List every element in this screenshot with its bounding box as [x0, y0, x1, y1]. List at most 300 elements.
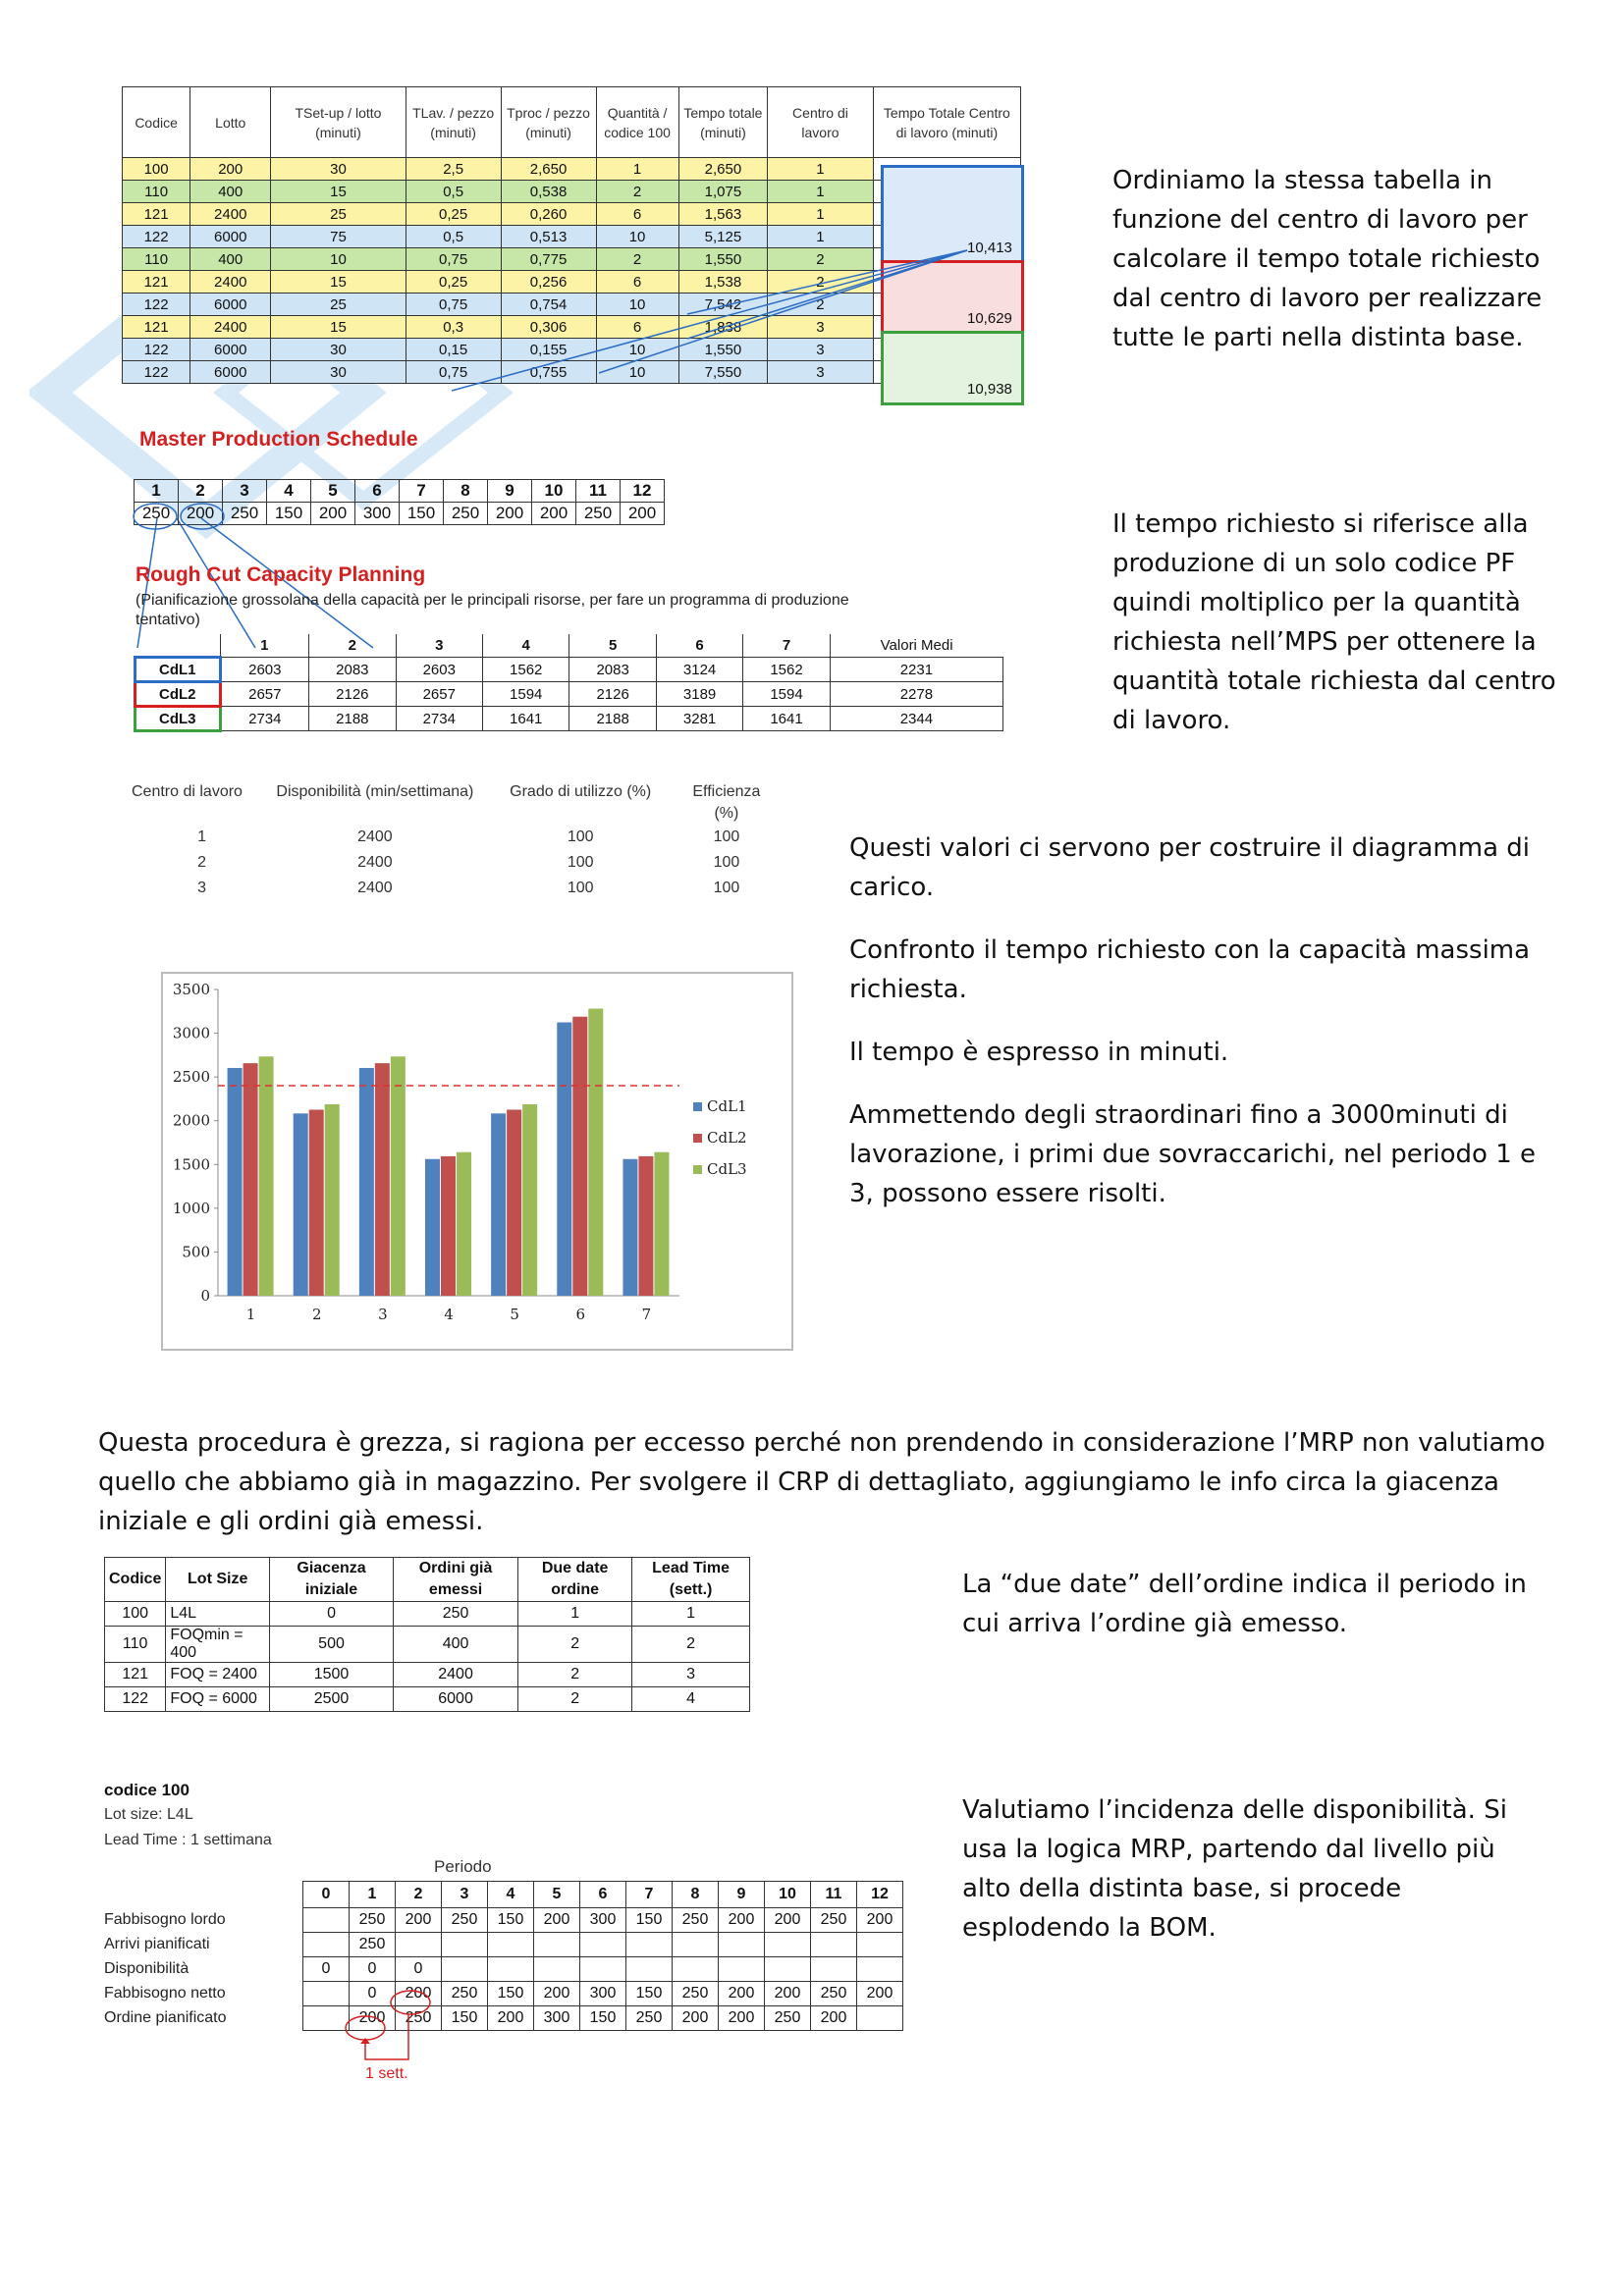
paragraph-3: [849, 828, 1556, 1213]
table-cell: 2: [596, 248, 678, 271]
inv-row: [105, 1627, 750, 1663]
inv-row: [105, 1663, 750, 1687]
inv-cell: 2: [518, 1687, 632, 1712]
table-cell: 1,538: [678, 271, 768, 294]
mrp-periodo: Periodo: [434, 1857, 492, 1876]
mrp-cell: [580, 1933, 626, 1957]
mrp-cell: 300: [580, 1982, 626, 2006]
x-tick-label: 1: [245, 1306, 256, 1323]
table-cell: 122: [123, 339, 190, 361]
table-cell: 400: [190, 248, 271, 271]
table-cell: 10: [596, 294, 678, 316]
mrp-table: [104, 1881, 903, 2031]
mps-period: 7: [400, 480, 444, 503]
mrp-row: [104, 1957, 903, 1982]
inv-cell: 122: [105, 1687, 166, 1712]
table-cell: 2,650: [678, 158, 768, 181]
rccp-table: [134, 634, 1003, 732]
table-cell: 2: [768, 271, 874, 294]
inv-cell: 3: [632, 1663, 750, 1687]
table-cell: 5,125: [678, 226, 768, 248]
table-cell: 2400: [190, 316, 271, 339]
rccp-subtitle: (Pianificazione grossolana della capacità per le principali risorse, per fare un programma di produzione tentativo): [135, 592, 849, 628]
rccp-header: 4: [483, 634, 569, 658]
x-tick-label: 5: [510, 1306, 519, 1323]
mrp-cell: 250: [442, 1982, 488, 2006]
cdl2-total: 10,629: [967, 310, 1012, 327]
mps-period: 10: [532, 480, 576, 503]
paragraph-5: La “due date” dell’ordine indica il periodo in cui arriva l’ordine già emesso.: [962, 1570, 1527, 1638]
col-header: Codice: [123, 87, 190, 158]
rccp-cell: 2126: [309, 682, 396, 707]
mrp-cell: 200: [811, 2006, 857, 2031]
table-cell: 10: [596, 361, 678, 384]
table-cell: 2,650: [501, 158, 596, 181]
mrp-cell: 250: [811, 1982, 857, 2006]
cap-cell: 100: [713, 854, 740, 871]
bar-cdl2-6: [572, 1017, 587, 1296]
mrp-row-label: Fabbisogno lordo: [104, 1911, 226, 1928]
table-cell: 1,075: [678, 181, 768, 203]
mrp-cell: [857, 1933, 903, 1957]
table-cell: 15: [271, 271, 406, 294]
rccp-cell: 2734: [396, 707, 482, 731]
rccp-cell: 1562: [743, 658, 830, 682]
table-cell: 2: [596, 181, 678, 203]
rccp-cell: 2188: [569, 707, 656, 731]
mrp-cell: [626, 1933, 673, 1957]
mrp-code-title: codice 100: [104, 1781, 189, 1799]
y-tick-label: 2500: [172, 1068, 210, 1087]
paragraph-2: Il tempo richiesto si riferisce alla produzione di un solo codice PF quindi moltiplico per la quantità richiesta nell’MPS per ottenere la quantità totale richiesta dal centro di lavoro.: [1112, 509, 1556, 735]
mps-value: 200: [621, 503, 665, 525]
table-cell: 7,550: [678, 361, 768, 384]
paragraph-4: Questa procedura è grezza, si ragiona per eccesso perché non prendendo in considerazione l’MRP non valutiamo quello che abbiamo già in magazzino. Per svolgere il CRP di dettagliato, aggiungiamo le info circa la giacenza iniziale e gli ordini già emessi.: [98, 1428, 1545, 1536]
y-tick-label: 500: [182, 1243, 210, 1261]
table-cell: 25: [271, 294, 406, 316]
p3-line2: Confronto il tempo richiesto con la capacità massima richiesta.: [849, 935, 1531, 1004]
mrp-cell: 200: [673, 2006, 719, 2031]
table-cell: 1: [768, 226, 874, 248]
inv-cell: 4: [632, 1687, 750, 1712]
col-header: Lotto: [190, 87, 271, 158]
cdl3-total: 10,938: [967, 381, 1012, 398]
inv-cell: 2500: [270, 1687, 394, 1712]
mrp-cell: 250: [396, 2006, 442, 2031]
table-cell: 2400: [190, 203, 271, 226]
inv-cell: 400: [393, 1627, 517, 1663]
mrp-annotation-arrow: [334, 1973, 452, 2071]
inv-row: [105, 1602, 750, 1627]
col-header: Quantità / codice 100: [596, 87, 678, 158]
rccp-header: Valori Medi: [880, 637, 953, 654]
mrp-row-label: Arrivi pianificati: [104, 1936, 210, 1952]
bar-cdl3-1: [259, 1056, 274, 1296]
cap-cell: 3: [197, 880, 207, 896]
rccp-cell: 2344: [830, 707, 1002, 731]
bar-cdl3-2: [325, 1104, 340, 1296]
legend-swatch-cdl1: [693, 1102, 702, 1111]
inv-header: Lead Time (sett.): [632, 1558, 750, 1602]
mrp-period: 5: [534, 1882, 580, 1908]
legend-label: CdL3: [707, 1160, 747, 1178]
inv-cell: FOQ = 2400: [166, 1663, 270, 1687]
rccp-row: [135, 658, 1003, 682]
legend-swatch-cdl2: [693, 1134, 702, 1143]
rccp-cell: 2278: [830, 682, 1002, 707]
inv-cell: 2: [518, 1663, 632, 1687]
bar-cdl3-7: [654, 1152, 669, 1296]
bar-cdl3-6: [588, 1009, 603, 1296]
mrp-cell: 250: [350, 1908, 396, 1933]
inv-cell: 121: [105, 1663, 166, 1687]
mps-value: 200: [311, 503, 355, 525]
inventory-table: [104, 1557, 750, 1712]
mps-period: 1: [135, 480, 179, 503]
table-cell: 1,838: [678, 316, 768, 339]
table-cell: 0,15: [406, 339, 501, 361]
table-cell: 2400: [190, 271, 271, 294]
inv-cell: 2: [632, 1627, 750, 1663]
mrp-row-label: Disponibilità: [104, 1960, 189, 1977]
mrp-cell: [580, 1957, 626, 1982]
inv-cell: FOQmin = 400: [166, 1627, 270, 1663]
mps-period: 12: [621, 480, 665, 503]
mrp-annotation: 1 sett.: [365, 2065, 408, 2082]
mrp-cell: [765, 1933, 811, 1957]
table-cell: 121: [123, 271, 190, 294]
table-cell: 100: [123, 158, 190, 181]
bar-cdl2-1: [244, 1063, 258, 1296]
mrp-cell: [811, 1933, 857, 1957]
mrp-cell: [765, 1957, 811, 1982]
cap-cell: 100: [713, 828, 740, 845]
mps-period: 6: [355, 480, 400, 503]
rccp-header: 3: [396, 634, 482, 658]
cap-cell: 100: [567, 880, 594, 896]
table-cell: 30: [271, 339, 406, 361]
inv-cell: 1: [632, 1602, 750, 1627]
rccp-cell: 2603: [396, 658, 482, 682]
x-tick-label: 2: [311, 1306, 322, 1323]
mrp-cell: [534, 1957, 580, 1982]
table-cell: 200: [190, 158, 271, 181]
mrp-cell: 250: [765, 2006, 811, 2031]
table-cell: 1,563: [678, 203, 768, 226]
mrp-row: [104, 1982, 903, 2006]
rccp-header: 1: [220, 634, 309, 658]
mrp-row: [104, 1908, 903, 1933]
col-header: TLav. / pezzo (minuti): [406, 87, 501, 158]
y-tick-label: 0: [200, 1287, 210, 1305]
rccp-cell: 3281: [656, 707, 742, 731]
inv-header: Giacenza iniziale: [270, 1558, 394, 1602]
mrp-cell: [534, 1933, 580, 1957]
mrp-row-label: Ordine pianificato: [104, 2009, 227, 2026]
mrp-period: 8: [673, 1882, 719, 1908]
mrp-cell: [673, 1933, 719, 1957]
rccp-cell: 1594: [743, 682, 830, 707]
mrp-cell: 150: [626, 1982, 673, 2006]
rccp-row: [135, 707, 1003, 731]
rccp-cell: 2231: [830, 658, 1002, 682]
mrp-cell: 200: [857, 1982, 903, 2006]
inv-cell: L4L: [166, 1602, 270, 1627]
table-cell: 15: [271, 316, 406, 339]
mrp-period: 11: [811, 1882, 857, 1908]
table-cell: 0,75: [406, 294, 501, 316]
mrp-cell: [719, 1957, 765, 1982]
mrp-cell: 0: [396, 1957, 442, 1982]
mrp-cell: [303, 1933, 350, 1957]
table-cell: 0,755: [501, 361, 596, 384]
table-cell: 0,256: [501, 271, 596, 294]
mrp-cell: [811, 1957, 857, 1982]
cap-header: Efficienza (%): [692, 783, 761, 822]
table-cell: 6000: [190, 294, 271, 316]
mrp-lead-time: Lead Time : 1 settimana: [104, 1832, 272, 1848]
rccp-row-label: CdL3: [135, 707, 221, 731]
table-cell: 0,538: [501, 181, 596, 203]
mrp-period: 3: [442, 1882, 488, 1908]
rccp-cell: 2603: [220, 658, 309, 682]
table-cell: 110: [123, 181, 190, 203]
mrp-period: 10: [765, 1882, 811, 1908]
mrp-period: 7: [626, 1882, 673, 1908]
mrp-cell: [488, 1957, 534, 1982]
bar-cdl2-2: [309, 1109, 324, 1296]
mps-value: 150: [400, 503, 444, 525]
rccp-header: 5: [569, 634, 656, 658]
bar-cdl1-4: [425, 1159, 440, 1296]
mrp-period: 6: [580, 1882, 626, 1908]
table-cell: 6: [596, 271, 678, 294]
table-cell: 25: [271, 203, 406, 226]
inv-header: Codice: [105, 1558, 166, 1602]
rccp-row-label: CdL2: [135, 682, 221, 707]
table-cell: 10: [271, 248, 406, 271]
rccp-cell: 2083: [309, 658, 396, 682]
table-cell: 10: [596, 226, 678, 248]
cap-row: [132, 825, 770, 850]
mps-value: 200: [488, 503, 532, 525]
table-cell: 6000: [190, 339, 271, 361]
table-cell: 2: [768, 248, 874, 271]
bar-cdl1-5: [491, 1113, 506, 1296]
rccp-header: 7: [743, 634, 830, 658]
mrp-cell: 200: [396, 1982, 442, 2006]
cap-cell: 2: [197, 854, 207, 871]
mrp-cell: [442, 1933, 488, 1957]
mrp-cell: 250: [673, 1908, 719, 1933]
inv-cell: 110: [105, 1627, 166, 1663]
mrp-cell: [857, 1957, 903, 1982]
rccp-cell: 1562: [483, 658, 569, 682]
inv-row: [105, 1687, 750, 1712]
rccp-header: 6: [656, 634, 742, 658]
table-cell: 122: [123, 361, 190, 384]
col-header: Centro di lavoro: [768, 87, 874, 158]
legend-label: CdL2: [707, 1129, 747, 1147]
mps-circles: [128, 499, 245, 538]
y-tick-label: 2000: [172, 1111, 210, 1130]
mps-value: 250: [223, 503, 267, 525]
cap-header: Disponibilità (min/settimana): [276, 783, 474, 800]
bar-cdl3-5: [522, 1104, 537, 1296]
chart-svg: [163, 974, 791, 1349]
table-cell: 110: [123, 248, 190, 271]
mrp-period: 1: [350, 1882, 396, 1908]
mrp-cell: 200: [534, 1982, 580, 2006]
rccp-cell: 2188: [309, 707, 396, 731]
load-chart: [161, 972, 793, 1351]
mrp-cell: 150: [442, 2006, 488, 2031]
inv-cell: 2400: [393, 1663, 517, 1687]
inv-cell: 250: [393, 1602, 517, 1627]
col-header: Tempo totale (minuti): [678, 87, 768, 158]
legend-label: CdL1: [707, 1097, 747, 1115]
mrp-cell: 300: [534, 2006, 580, 2031]
mrp-period: 12: [857, 1882, 903, 1908]
mps-period: 8: [444, 480, 488, 503]
table-cell: 0,25: [406, 271, 501, 294]
table-cell: 6: [596, 316, 678, 339]
table-cell: 75: [271, 226, 406, 248]
rccp-cell: 2657: [220, 682, 309, 707]
inv-cell: FOQ = 6000: [166, 1687, 270, 1712]
table-cell: 10: [596, 339, 678, 361]
cap-cell: 100: [713, 880, 740, 896]
mrp-cell: [488, 1933, 534, 1957]
cap-cell: 100: [567, 854, 594, 871]
table-cell: 0,775: [501, 248, 596, 271]
mrp-cell: 250: [350, 1933, 396, 1957]
cap-cell: 1: [197, 828, 207, 845]
mrp-cell: 200: [350, 2006, 396, 2031]
rccp-cell: 2657: [396, 682, 482, 707]
rccp-cell: 1641: [743, 707, 830, 731]
rccp-cell: 2126: [569, 682, 656, 707]
table-cell: 400: [190, 181, 271, 203]
rccp-cell: 1641: [483, 707, 569, 731]
table-cell: 0,155: [501, 339, 596, 361]
inv-cell: 1: [518, 1602, 632, 1627]
table-cell: 0,260: [501, 203, 596, 226]
x-tick-label: 4: [444, 1306, 454, 1323]
inv-header: Ordini già emessi: [393, 1558, 517, 1602]
y-tick-label: 3500: [172, 981, 210, 998]
mrp-cell: [626, 1957, 673, 1982]
mrp-cell: 250: [442, 1908, 488, 1933]
mps-value: 250: [135, 503, 179, 525]
x-tick-label: 6: [575, 1306, 586, 1323]
bar-cdl2-7: [638, 1156, 653, 1296]
mrp-cell: [673, 1957, 719, 1982]
table-cell: 122: [123, 226, 190, 248]
inv-cell: 1500: [270, 1663, 394, 1687]
mrp-cell: 200: [765, 1908, 811, 1933]
table-cell: 0,75: [406, 361, 501, 384]
mrp-cell: 200: [396, 1908, 442, 1933]
mps-value: 150: [267, 503, 311, 525]
p3-line4: Ammettendo degli straordinari fino a 3000minuti di lavorazione, i primi due sovraccarichi, nel periodo 1 e 3, possono essere risolti.: [849, 1100, 1537, 1208]
bar-cdl2-4: [441, 1156, 456, 1296]
paragraph-1: Ordiniamo la stessa tabella in funzione del centro di lavoro per calcolare il tempo totale richiesto dal centro di lavoro per realizzare tutte le parti nella distinta base.: [1112, 166, 1543, 352]
mps-period: 5: [311, 480, 355, 503]
mrp-cell: 200: [719, 1908, 765, 1933]
inv-cell: 100: [105, 1602, 166, 1627]
mps-value: 250: [444, 503, 488, 525]
table-cell: 0,306: [501, 316, 596, 339]
cap-cell: 2400: [357, 828, 393, 845]
mrp-cell: 150: [488, 1982, 534, 2006]
table-cell: 1: [768, 181, 874, 203]
y-tick-label: 1500: [172, 1155, 210, 1174]
mrp-cell: 150: [488, 1908, 534, 1933]
table-cell: 1,550: [678, 339, 768, 361]
mrp-cell: 200: [719, 2006, 765, 2031]
rccp-cell: 2083: [569, 658, 656, 682]
table-cell: 0,25: [406, 203, 501, 226]
rccp-row: [135, 682, 1003, 707]
mrp-period: 2: [396, 1882, 442, 1908]
table-cell: 6000: [190, 226, 271, 248]
mrp-row-label: Fabbisogno netto: [104, 1985, 226, 2002]
bar-cdl1-1: [228, 1068, 243, 1296]
mrp-cell: 200: [719, 1982, 765, 2006]
table-cell: 30: [271, 361, 406, 384]
mrp-cell: 150: [580, 2006, 626, 2031]
mrp-cell: [857, 2006, 903, 2031]
bar-cdl3-4: [457, 1152, 471, 1296]
legend-swatch-cdl3: [693, 1165, 702, 1174]
table-cell: 122: [123, 294, 190, 316]
bar-cdl1-2: [294, 1113, 308, 1296]
cap-header: Centro di lavoro: [132, 783, 243, 800]
bar-cdl2-5: [507, 1109, 521, 1296]
p3-line1: Questi valori ci servono per costruire il diagramma di carico.: [849, 833, 1530, 902]
mrp-cell: 300: [580, 1908, 626, 1933]
table-cell: 3: [768, 316, 874, 339]
cdl1-total: 10,413: [967, 240, 1012, 256]
table-cell: 1: [768, 158, 874, 181]
table-cell: 0,3: [406, 316, 501, 339]
bar-cdl1-3: [359, 1068, 374, 1296]
mrp-cell: [396, 1933, 442, 1957]
mrp-cell: 0: [350, 1957, 396, 1982]
table-cell: 121: [123, 316, 190, 339]
mps-period: 9: [488, 480, 532, 503]
cap-row: [132, 876, 770, 901]
bar-cdl3-3: [391, 1056, 406, 1296]
mps-value: 200: [179, 503, 223, 525]
cap-cell: 2400: [357, 854, 393, 871]
table-cell: 0,75: [406, 248, 501, 271]
inv-cell: 500: [270, 1627, 394, 1663]
inv-cell: 6000: [393, 1687, 517, 1712]
mrp-lot-size: Lot size: L4L: [104, 1806, 193, 1823]
rccp-cell: 1594: [483, 682, 569, 707]
table-cell: 30: [271, 158, 406, 181]
mrp-cell: [719, 1933, 765, 1957]
table-cell: 2: [768, 294, 874, 316]
mrp-cell: 200: [488, 2006, 534, 2031]
mps-title: Master Production Schedule: [139, 428, 418, 451]
mrp-period: 0: [303, 1882, 350, 1908]
mrp-cell: 200: [765, 1982, 811, 2006]
inv-header: Lot Size: [166, 1558, 270, 1602]
cap-cell: 100: [567, 828, 594, 845]
